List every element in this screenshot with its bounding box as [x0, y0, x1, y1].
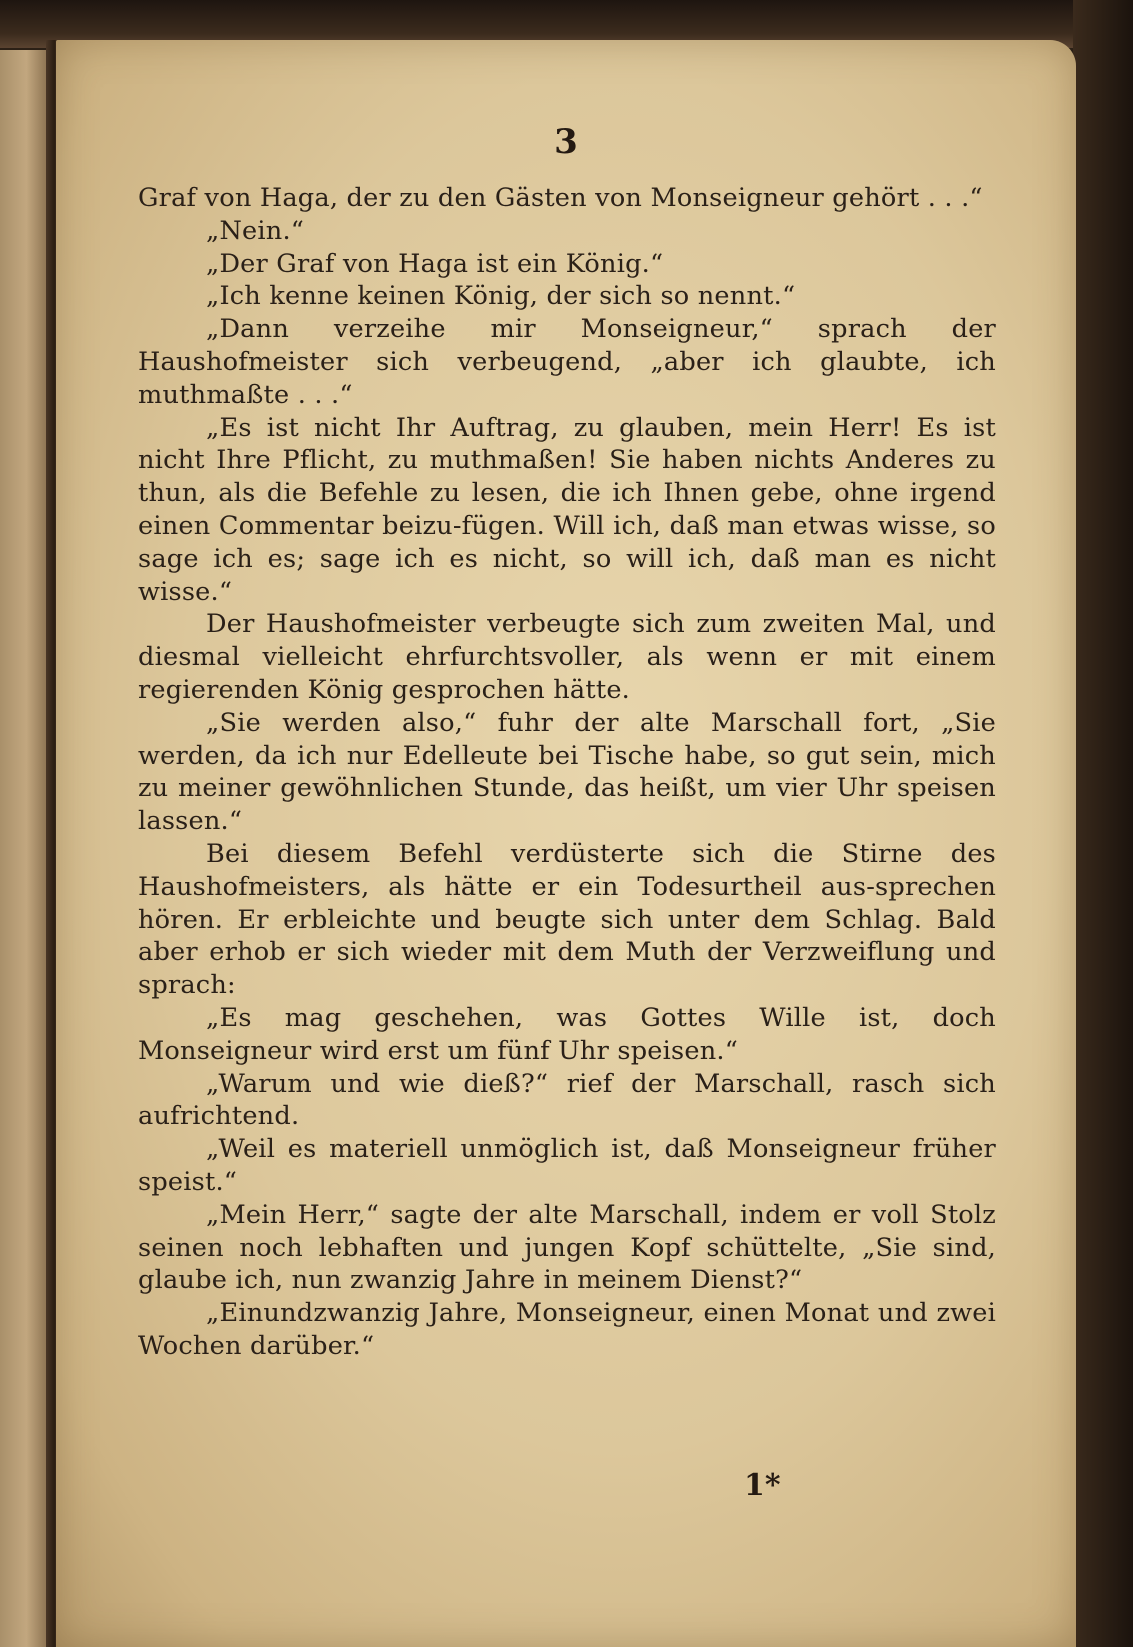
signature-mark: 1* — [744, 1468, 781, 1503]
book-page — [56, 40, 1076, 1647]
page-number: 3 — [554, 122, 578, 162]
paragraph: „Mein Herr,“ sagte der alte Marschall, indem er voll Stolz seinen noch lebhaften und jungen Kopf schüttelte, „Sie sind, glaube ich, nun zwanzig Jahre in meinem Dienst?“ — [138, 1199, 996, 1296]
paragraph: „Es ist nicht Ihr Auftrag, zu glauben, mein Herr! Es ist nicht Ihre Pflicht, zu muthmaßen! Sie haben nichts Anderes zu thun, als die Befehle zu lesen, die ich Ihnen gebe, ohne irgend einen Commentar beizu-fügen. Will ich, daß man etwas wisse, so sage ich es; sage ich es nicht, so will ich, daß man es nicht wisse.“ — [138, 412, 996, 607]
paragraph: „Der Graf von Haga ist ein König.“ — [206, 248, 664, 279]
paragraph: „Dann verzeihe mir Monseigneur,“ sprach der Haushofmeister sich verbeugend, „aber ich glaubte, ich muthmaßte . . .“ — [138, 314, 996, 410]
paragraph: „Es mag geschehen, was Gottes Wille ist, doch Monseigneur wird erst um fünf Uhr speisen.“ — [138, 1002, 996, 1066]
left-page-edge — [0, 50, 48, 1647]
paragraph: „Ich kenne keinen König, der sich so nennt.“ — [206, 281, 796, 312]
paragraph: Graf von Haga, der zu den Gästen von Monseigneur gehört . . .“ — [138, 183, 983, 213]
paragraph: Der Haushofmeister verbeugte sich zum zweiten Mal, und diesmal vielleicht ehrfurchtsvoller, als wenn er mit einem regierenden König gesprochen hätte. — [138, 609, 996, 705]
paragraph: „Nein.“ — [206, 215, 305, 246]
book-cover-edge — [1073, 0, 1133, 1647]
page-text — [138, 182, 996, 1363]
paragraph: „Einundzwanzig Jahre, Monseigneur, einen Monat und zwei Wochen darüber.“ — [138, 1298, 996, 1361]
paragraph: „Weil es materiell unmöglich ist, daß Monseigneur früher speist.“ — [138, 1134, 996, 1197]
paragraph: Bei diesem Befehl verdüsterte sich die Stirne des Haushofmeisters, als hätte er ein Todesurtheil aus-sprechen hören. Er erbleichte und beugte sich unter dem Schlag. Bald aber erhob er sich wieder mit dem Muth der Verzweiflung und sprach: — [138, 838, 996, 1001]
paragraph: „Warum und wie dieß?“ rief der Marschall, rasch sich aufrichtend. — [138, 1068, 996, 1132]
paragraph: „Sie werden also,“ fuhr der alte Marschall fort, „Sie werden, da ich nur Edelleute bei Tische habe, so gut sein, mich zu meiner gewöhnlichen Stunde, das heißt, um vier Uhr speisen lassen.“ — [138, 707, 996, 837]
